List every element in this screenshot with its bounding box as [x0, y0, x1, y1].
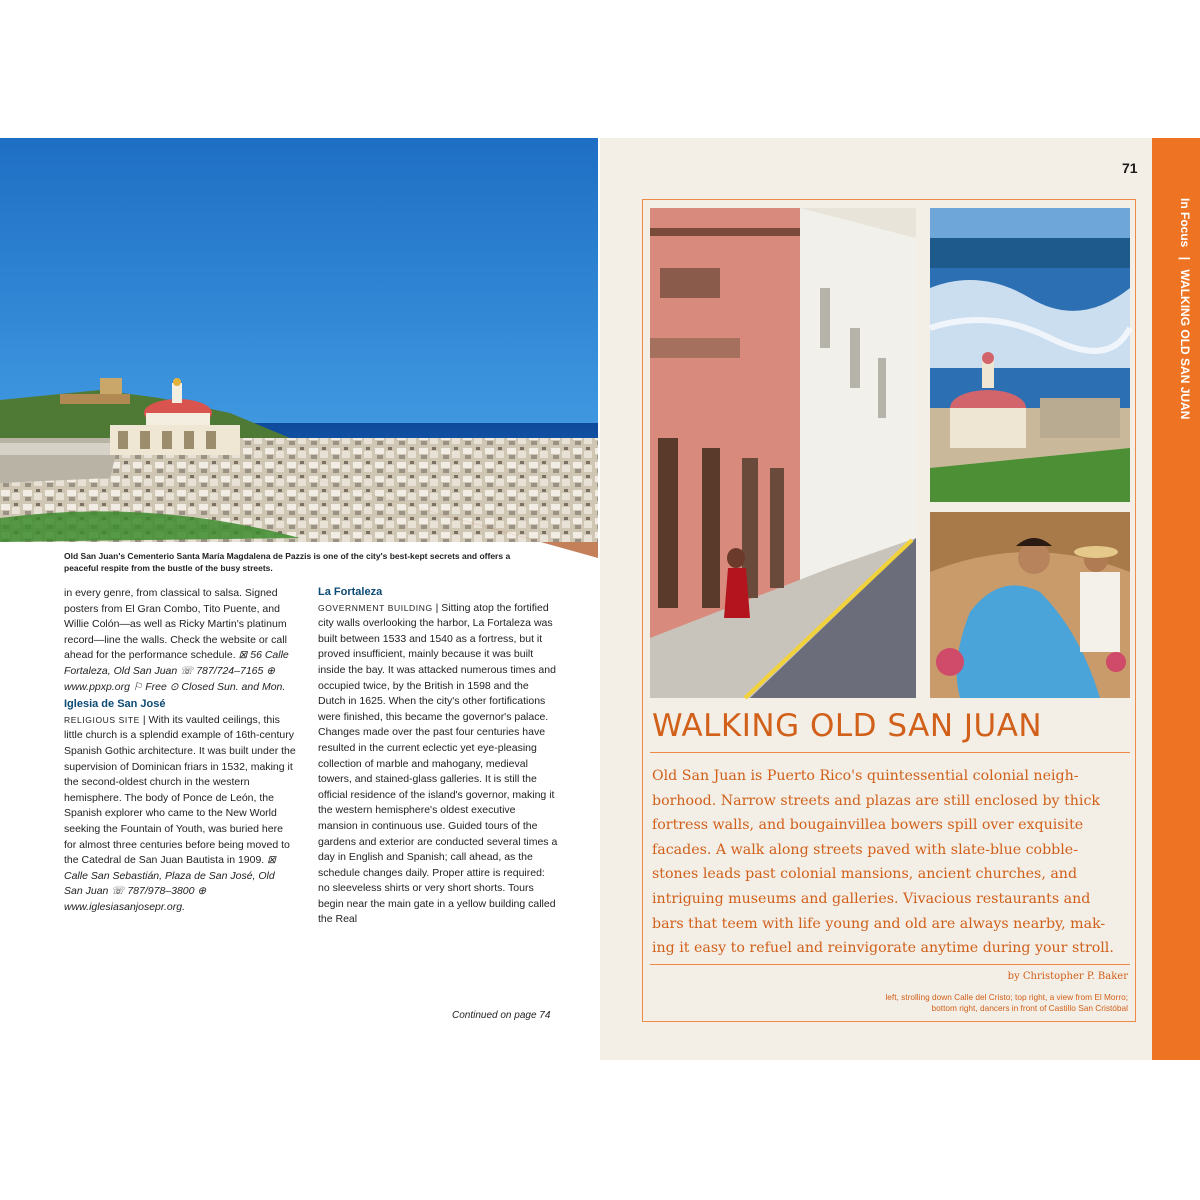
tab-label: In Focus: [1178, 198, 1192, 248]
entry-info: ⊠ Calle San Sebastián, Plaza de San José, Old San Juan ☏ 787/978–3800 ⊕ www.iglesiasanjosepr.org.: [64, 854, 276, 913]
intro-line: Old San Juan is Puerto Rico's quintessential colonial neigh-: [652, 768, 1079, 784]
photo-credits: [800, 992, 1128, 1014]
entry-text: With its vaulted ceilings, this little church is a splendid example of 16th-century Spanish Gothic architecture. It was built under the supervision of Dominican friars in 1532, making it the second-oldest church in the western hemisphere. The body of Ponce de León, the Spanish explorer who came to the New World seeking the Fountain of Youth, was buried here for almost three centuries before being moved to the Catedral de San Juan Bautista in 1909.: [64, 713, 296, 867]
svg-text:In Focus | WALKING: [1178, 198, 1192, 419]
tab-separator: |: [1178, 256, 1192, 261]
byline: by Christopher P. Baker: [1007, 971, 1128, 982]
byline-rule: [650, 964, 1130, 965]
entry-text: Sitting atop the fortified city walls overlooking the harbor, La Fortaleza was built between 1533 and 1540 as a fortress, but it proved insufficient, mainly because it was built inside the bay. It was attacked numerous times and occupied twice, by the British in 1598 and the Dutch in 1625. When the city's other fortifications were finished, this became the governor's palace. Changes made over the past four centuries have resulted in the current eclectic yet eye-pleasing collection of marble and mahogany, medieval towers, and stained-glass galleries. It is still the official residence of the island's governor, making it the western hemisphere's oldest executive mansion in continuous use. Guided tours of the gardens and exterior are conducted several times a day in English and Spanish; call ahead, as the schedule changes daily. Proper attire is required: no sleeveless shirts or very short shorts. Tours begin near the main gate in a yellow building called the Real: [318, 601, 558, 926]
intro-line: intriguing museums and galleries. Vivacious restaurants and: [652, 890, 1091, 907]
entry-type: RELIGIOUS SITE: [64, 714, 140, 725]
tab-title: WALKING OLD SAN JUAN: [1178, 269, 1192, 420]
headline-rule: [650, 752, 1130, 753]
photo-caption: Old San Juan's Cementerio Santa María Magdalena de Pazzis is one of the city's best-kept secrets and offers a peaceful respite from the bustle of the busy streets.: [64, 551, 511, 573]
left-column: in every genre, from classical to salsa. Signed posters from El Gran Combo, Tito Puente, and Willie Colón—as well as Ricky Martin's platinum record—line the walls. Check the website or call ahead for the performance schedule. ⊠ 56 Calle Fortaleza, Old San Juan ☏ 787/724–7165 ⊕ www.ppxp.org ⚐ Free ⊙ Closed Sun. and Mon. Iglesia de San José RELIGIOUS SITE | With its vaulted ceilings, this little church is a splendid example of 16th-century Spanish Gothic architecture. It was built under the supervision of Dominican friars in 1532, making it the second-oldest church in the western hemisphere. The body of Ponce de León, the Spanish explorer who came to the New World seeking the Fountain of Youth, was buried here for almost three centuries before being moved to the Catedral de San Juan Bautista in 1909. ⊠ Calle San Sebastián, Plaza de San José, Old San Juan ☏ 787/978–3800 ⊕ www.iglesiasanjosepr.org.: [64, 587, 296, 913]
page-number: 71: [1122, 160, 1138, 176]
street-photo: [650, 208, 916, 698]
intro-line: ing it easy to refuel and reinvigorate anytime during your stroll.: [652, 940, 1114, 957]
credits-line: left, strolling down Calle del Cristo; top right, a view from El Morro;: [885, 992, 1128, 1002]
intro-line: facades. A walk along streets paved with slate-blue cobble-: [652, 841, 1078, 858]
left-page: [0, 138, 598, 1060]
el-morro-photo: [930, 208, 1130, 502]
venue-description: in every genre, from classical to salsa. Signed posters from El Gran Combo, Tito Puente, and Willie Colón—as well as Ricky Martin's platinum record—line the walls. Check the website or call ahead for the performance schedule.: [64, 587, 287, 662]
intro-line: bars that teem with life young and old are always nearby, mak-: [652, 915, 1106, 932]
entry-title-fortaleza: La Fortaleza: [318, 586, 383, 598]
right-column: La Fortaleza GOVERNMENT BUILDING | Sitting atop the fortified city walls overlooking the harbor, La Fortaleza was built between 1533 and 1540 as a fortress, but it proved insufficient, mainly because it was built inside the bay. It was attacked numerous times and occupied twice, by the British in 1598 and the Dutch in 1625. When the city's other fortifications were finished, this became the governor's palace. Changes made over the past four centuries have resulted in the current eclectic yet eye-pleasing collection of marble and mahogany, medieval towers, and stained-glass galleries. It is still the official residence of the island's governor, making it the western hemisphere's oldest executive mansion in continuous use. Guided tours of the gardens and exterior are conducted several times a day in English and Spanish; call ahead, as the schedule changes daily. Proper attire is required: no sleeveless shirts or very short shorts. Tours begin near the main gate in a yellow building called the Real: [318, 586, 558, 926]
intro-line: stones leads past colonial mansions, ancient churches, and: [652, 866, 1078, 883]
feature-intro: [652, 764, 1130, 961]
feature-headline: WALKING OLD SAN JUAN: [652, 708, 1043, 744]
continued-note: Continued on page 74: [452, 1010, 551, 1021]
credits-line: bottom right, dancers in front of Castillo San Cristóbal: [931, 1003, 1128, 1013]
dancers-photo: [930, 512, 1130, 698]
section-tab-label: [1164, 198, 1192, 420]
intro-line: borhood. Narrow streets and plazas are still enclosed by thick: [652, 792, 1101, 809]
cemetery-photo: [0, 138, 598, 542]
entry-type: GOVERNMENT BUILDING: [318, 602, 433, 613]
entry-title-iglesia: Iglesia de San José: [64, 698, 166, 711]
intro-line: fortress walls, and bougainvillea bowers spill over exquisite: [652, 817, 1084, 834]
venue-info: ⊠ 56 Calle Fortaleza, Old San Juan ☏ 787/724–7165 ⊕ www.ppxp.org ⚐ Free ⊙ Closed Sun. and Mon.: [64, 649, 289, 693]
